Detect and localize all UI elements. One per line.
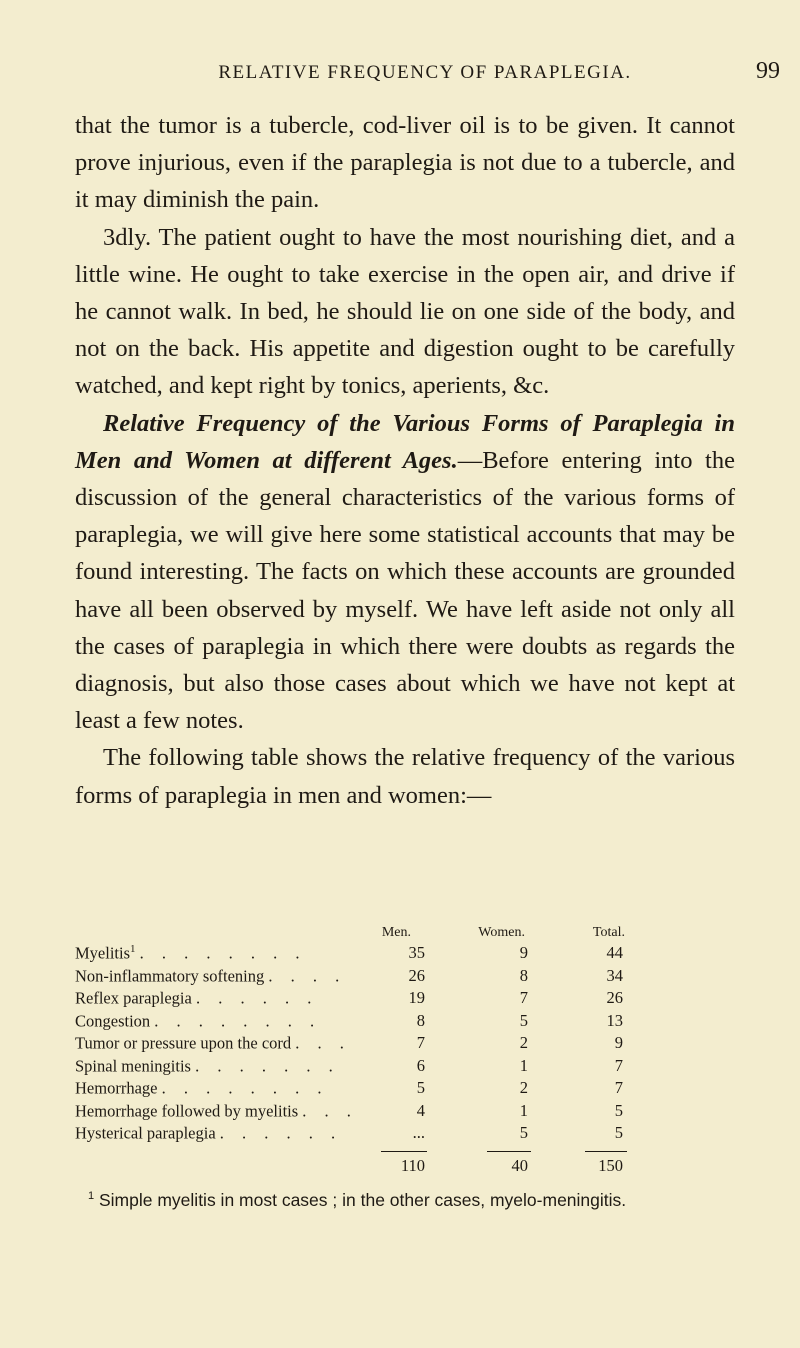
row-label-text: Congestion [75,1011,151,1030]
total-men: 110 [400,1155,425,1175]
paragraph-1: that the tumor is a tubercle, cod-liver oil is to be given. It cannot prove injurious, even if the paraplegia is not due to a tubercle, and it may diminish the pain. [75,112,735,214]
row-label [75,1056,340,1077]
cell-women: 7 [519,988,528,1007]
leader-dots: . . . . [268,966,347,985]
cell-women: 1 [519,1100,528,1120]
paragraph-3-text: —Before entering into the discussion of the general characteristics of the various forms of paraplegia, we will give here some statistical accounts that may be found interesting. The facts on which these accounts are grounded have all been observed by myself. We have left aside not only all the cases of paraplegia in which there were doubts as regards the diagnosis, but also those cases about which we have not kept at least a few notes. [75,446,735,735]
cell-total: 26 [606,988,623,1007]
header-total: Total. [592,925,625,940]
cell-men: 19 [408,988,425,1007]
cell-men: 6 [416,1055,425,1075]
rule-total [585,1151,627,1152]
cell-total: 34 [606,965,623,985]
table-row [75,1011,715,1034]
cell-total: 5 [614,1100,623,1120]
table-header [75,925,715,943]
paragraph-3 [75,405,735,740]
row-label-text: Hemorrhage followed by myelitis [75,1101,299,1120]
table-row [75,1078,715,1101]
row-label [75,1033,351,1054]
header-men: Men. [381,925,411,940]
table-row [75,1101,715,1124]
table-row [75,966,715,989]
totals-row [75,1156,715,1180]
row-label [75,1011,321,1032]
row-label-text: Hysterical paraplegia [75,1123,216,1143]
cell-total: 5 [614,1123,623,1142]
table-row [75,988,715,1011]
cell-men: 5 [416,1078,425,1097]
row-label-text: Reflex paraplegia [75,988,192,1008]
page-header [70,58,780,92]
cell-women: 5 [519,1123,528,1142]
row-label [75,943,307,964]
cell-women: 9 [519,943,528,962]
row-label [75,1078,328,1099]
cell-total: 7 [614,1055,623,1075]
row-label-text: Non-inflammatory softening [75,966,265,985]
cell-women: 2 [519,1078,528,1097]
rule-women [487,1151,531,1152]
leader-dots: . . . . . . . . [154,1011,322,1030]
footnote-text: Simple myelitis in most cases ; in the other cases, myelo-meningitis. [99,1190,627,1210]
leader-dots: . . . . . . [219,1123,343,1143]
leader-dots: . . . . . . [195,988,319,1008]
table-body [75,943,715,1146]
row-label [75,1101,358,1122]
table-row [75,1056,715,1079]
cell-men: 7 [416,1033,425,1052]
row-label [75,966,346,987]
total-women: 40 [511,1155,528,1175]
leader-dots: . . . . . . . . [139,943,307,963]
row-label-text: Tumor or pressure upon the cord [75,1033,292,1053]
leader-dots: . . . [302,1101,358,1120]
section-heading: Relative Frequency of the Various Forms of Paraplegia in Men and Women at different Ages. [75,409,735,474]
total-total: 150 [598,1155,623,1175]
cell-men: 4 [416,1100,425,1120]
cell-total: 7 [614,1078,623,1097]
row-label-text: Spinal meningitis [75,1056,191,1075]
body-text [75,107,735,814]
cell-total: 44 [606,943,623,962]
leader-dots: . . . . . . . [195,1056,340,1075]
header-women: Women. [478,925,525,940]
row-label-text: Hemorrhage [75,1078,158,1098]
running-head: RELATIVE FREQUENCY OF PARAPLEGIA. [218,62,632,83]
paragraph-4: The following table shows the relative frequency of the various forms of paraplegia in men and women:— [75,744,735,809]
footnote [88,1190,728,1211]
frequency-table [75,925,715,1180]
leader-dots: . . . [295,1033,351,1053]
rule-men [381,1151,427,1152]
cell-total: 9 [614,1033,623,1052]
cell-men: ... [412,1123,425,1142]
page-number: 99 [756,58,780,84]
leader-dots: . . . . . . . . [161,1078,329,1098]
footnote-marker: 1 [88,1190,95,1203]
total-rules [75,1146,715,1156]
cell-women: 5 [519,1010,528,1030]
row-label-sup: 1 [130,943,136,955]
cell-men: 26 [408,965,425,985]
table-row [75,943,715,966]
row-label [75,1123,342,1144]
row-label-text: Myelitis [75,943,131,963]
table-row [75,1033,715,1056]
paragraph-2: 3dly. The patient ought to have the most nourishing diet, and a little wine. He ought to take exercise in the open air, and drive if he cannot walk. In bed, he should lie on one side of the body, and not on the back. His appetite and digestion ought to be carefully watched, and kept right by tonics, aperients, &c. [75,223,735,400]
cell-women: 1 [519,1055,528,1075]
table-row [75,1123,715,1146]
cell-men: 8 [416,1010,425,1030]
row-label [75,988,318,1009]
cell-total: 13 [606,1010,623,1030]
cell-women: 8 [519,965,528,985]
cell-men: 35 [408,943,425,962]
cell-women: 2 [519,1033,528,1052]
